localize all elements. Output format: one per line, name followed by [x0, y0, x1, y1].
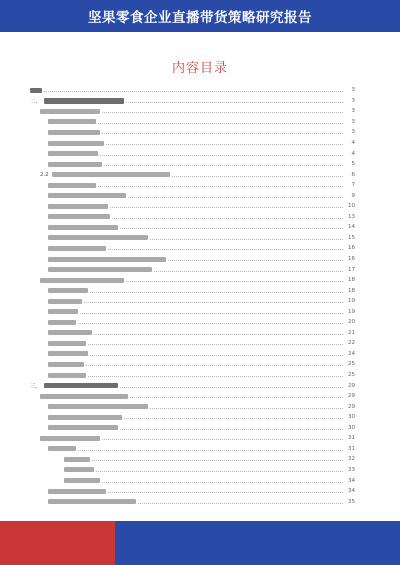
toc-entry[interactable] — [30, 85, 355, 96]
toc-entry-title — [48, 162, 102, 167]
toc-page-number: 15 — [348, 234, 355, 241]
report-title: 坚果零食企业直播带货策略研究报告 — [88, 10, 312, 26]
toc-page-number: 3 — [351, 108, 355, 115]
toc-entry-title — [30, 88, 42, 94]
toc-page-number: 25 — [348, 372, 355, 379]
toc-entry[interactable] — [30, 306, 355, 317]
toc-entry[interactable] — [30, 454, 355, 465]
toc-entry-title — [48, 151, 98, 156]
toc-leader-dots — [98, 123, 343, 124]
toc-page-number: 29 — [348, 403, 355, 410]
toc-entry[interactable] — [30, 275, 355, 286]
toc-leader-dots — [88, 344, 343, 345]
toc-page-number: 19 — [348, 298, 355, 305]
toc-page-number: 3 — [351, 87, 355, 94]
toc-leader-dots — [78, 323, 343, 324]
toc-entry-title — [48, 320, 76, 325]
toc-entry[interactable] — [30, 412, 355, 423]
toc-page-number: 4 — [351, 140, 355, 146]
toc-entry-title — [44, 98, 124, 104]
toc-entry-title — [48, 489, 106, 494]
toc-entry-title — [52, 172, 170, 177]
toc-page-number: 7 — [351, 182, 355, 189]
toc-entry-title — [48, 288, 88, 293]
toc-entry-title — [48, 130, 100, 135]
toc-leader-dots — [138, 503, 343, 504]
toc-entry[interactable] — [30, 243, 355, 254]
toc-page-number: 5 — [351, 161, 355, 168]
table-of-contents — [30, 85, 355, 507]
toc-leader-dots — [102, 439, 343, 440]
toc-page-number: 16 — [348, 245, 355, 252]
toc-entry[interactable] — [30, 169, 355, 180]
footer-right-panel — [115, 521, 400, 565]
toc-entry[interactable] — [30, 138, 355, 149]
toc-page-number: 6 — [351, 171, 355, 178]
toc-entry[interactable] — [30, 338, 355, 349]
toc-entry-title — [48, 225, 118, 230]
footer-left-panel — [0, 521, 115, 565]
toc-page-number: 20 — [348, 319, 355, 326]
toc-entry[interactable] — [30, 148, 355, 159]
toc-page-number: 13 — [348, 213, 355, 220]
toc-entry-title — [64, 478, 100, 483]
toc-page-number: 3 — [351, 118, 355, 125]
toc-page-number: 4 — [351, 150, 355, 157]
toc-leader-dots — [78, 450, 343, 451]
toc-leader-dots — [120, 387, 343, 388]
toc-entry[interactable] — [30, 349, 355, 360]
toc-entry-number: 2.2 — [40, 171, 49, 178]
toc-page-number: 35 — [348, 498, 355, 505]
toc-leader-dots — [102, 112, 343, 113]
toc-page-number: 19 — [348, 308, 355, 315]
toc-heading: 内容目录 — [171, 61, 228, 76]
toc-leader-dots — [94, 334, 343, 335]
toc-page-number: 34 — [348, 488, 355, 495]
toc-page-number: 30 — [348, 424, 355, 431]
toc-page-number: 3 — [351, 97, 355, 104]
toc-page-number: 29 — [348, 382, 355, 389]
toc-page-number: 30 — [348, 414, 355, 421]
toc-entry-title — [40, 394, 128, 399]
toc-page-number: 18 — [348, 277, 355, 284]
toc-leader-dots — [130, 397, 343, 398]
toc-entry-title — [48, 446, 76, 451]
toc-page-number: 32 — [348, 456, 355, 463]
toc-entry-title — [48, 257, 166, 262]
toc-leader-dots — [90, 292, 343, 293]
toc-leader-dots — [98, 186, 343, 187]
toc-entry-title — [64, 457, 90, 462]
toc-entry-title — [44, 383, 118, 389]
toc-entry-title — [64, 467, 94, 472]
toc-page-number: 16 — [348, 256, 355, 263]
toc-entry[interactable] — [30, 190, 355, 201]
toc-entry-title — [48, 183, 96, 188]
toc-leader-dots — [80, 313, 343, 314]
toc-entry[interactable] — [30, 423, 355, 434]
toc-entry[interactable] — [30, 222, 355, 233]
toc-entry[interactable] — [30, 370, 355, 381]
toc-page-number: 9 — [351, 192, 355, 199]
toc-entry-title — [48, 404, 148, 409]
toc-entry[interactable] — [30, 465, 355, 476]
toc-leader-dots — [102, 133, 343, 134]
toc-leader-dots — [104, 165, 343, 166]
toc-leader-dots — [86, 365, 343, 366]
header-bar — [0, 0, 400, 32]
toc-leader-dots — [168, 260, 343, 261]
toc-entry-title — [48, 425, 118, 430]
toc-entry[interactable] — [30, 380, 355, 391]
toc-entry-title — [40, 278, 124, 283]
toc-entry[interactable] — [30, 401, 355, 412]
document-page — [0, 32, 400, 521]
toc-entry[interactable] — [30, 296, 355, 307]
toc-page-number: 24 — [348, 350, 355, 357]
toc-entry-title — [48, 415, 122, 420]
toc-entry-title — [48, 204, 108, 209]
toc-page-number: 21 — [348, 329, 355, 336]
toc-entry-title — [48, 499, 136, 504]
toc-page-number: 34 — [348, 477, 355, 484]
toc-leader-dots — [108, 249, 343, 250]
toc-leader-dots — [44, 91, 343, 92]
toc-page-number: 14 — [348, 224, 355, 231]
toc-page-number: 31 — [348, 445, 355, 452]
footer-banner — [0, 521, 400, 565]
toc-entry[interactable] — [30, 212, 355, 223]
toc-entry-title — [48, 341, 86, 346]
toc-entry[interactable] — [30, 201, 355, 212]
toc-leader-dots — [150, 408, 343, 409]
toc-page-number: 3 — [351, 129, 355, 136]
toc-entry[interactable] — [30, 117, 355, 128]
toc-page-number: 10 — [348, 203, 355, 210]
toc-leader-dots — [154, 271, 343, 272]
toc-entry[interactable] — [30, 391, 355, 402]
toc-entry[interactable] — [30, 359, 355, 370]
toc-entry[interactable] — [30, 180, 355, 191]
toc-entry-title — [48, 267, 152, 272]
toc-entry[interactable] — [30, 96, 355, 107]
toc-entry-title — [40, 436, 100, 441]
toc-leader-dots — [112, 218, 343, 219]
toc-leader-dots — [108, 492, 343, 493]
toc-entry-title — [48, 141, 104, 146]
toc-leader-dots — [90, 355, 343, 356]
toc-leader-dots — [92, 460, 343, 461]
toc-entry-title — [48, 193, 126, 198]
toc-entry[interactable] — [30, 317, 355, 328]
toc-leader-dots — [88, 376, 343, 377]
toc-entry-title — [48, 351, 88, 356]
toc-entry[interactable] — [30, 127, 355, 138]
toc-leader-dots — [102, 482, 343, 483]
toc-page-number: 25 — [348, 361, 355, 368]
toc-leader-dots — [84, 302, 343, 303]
toc-entry[interactable] — [30, 254, 355, 265]
toc-page-number: 33 — [348, 466, 355, 473]
toc-entry-number: 二、 — [30, 98, 42, 105]
toc-entry[interactable] — [30, 486, 355, 497]
toc-entry-title — [48, 235, 148, 240]
toc-entry[interactable] — [30, 264, 355, 275]
toc-leader-dots — [96, 471, 343, 472]
toc-entry[interactable] — [30, 106, 355, 117]
toc-entry[interactable] — [30, 159, 355, 170]
toc-leader-dots — [110, 207, 343, 208]
toc-entry-title — [40, 109, 100, 114]
toc-page-number: 22 — [348, 340, 355, 347]
toc-entry-title — [48, 119, 96, 124]
toc-entry[interactable] — [30, 433, 355, 444]
toc-leader-dots — [106, 144, 343, 145]
toc-entry-number: 三、 — [30, 383, 42, 390]
toc-entry-title — [48, 373, 86, 378]
toc-entry[interactable] — [30, 496, 355, 507]
toc-entry[interactable] — [30, 444, 355, 455]
toc-page-number: 18 — [348, 287, 355, 294]
toc-entry-title — [48, 214, 110, 219]
toc-page-number: 31 — [348, 435, 355, 442]
toc-leader-dots — [124, 418, 343, 419]
toc-entry-title — [48, 246, 106, 251]
toc-leader-dots — [100, 155, 343, 156]
toc-entry-title — [48, 309, 78, 314]
toc-page-number: 29 — [348, 393, 355, 400]
toc-leader-dots — [126, 102, 343, 103]
toc-leader-dots — [172, 176, 343, 177]
toc-entry[interactable] — [30, 233, 355, 244]
toc-entry-title — [48, 299, 82, 304]
toc-leader-dots — [120, 228, 343, 229]
toc-entry[interactable] — [30, 475, 355, 486]
toc-leader-dots — [128, 197, 343, 198]
toc-entry-title — [48, 362, 84, 367]
toc-page-number: 17 — [348, 266, 355, 273]
toc-entry-title — [48, 330, 92, 335]
toc-entry[interactable] — [30, 285, 355, 296]
toc-leader-dots — [120, 429, 343, 430]
toc-entry[interactable] — [30, 328, 355, 339]
toc-leader-dots — [150, 239, 343, 240]
toc-leader-dots — [126, 281, 343, 282]
